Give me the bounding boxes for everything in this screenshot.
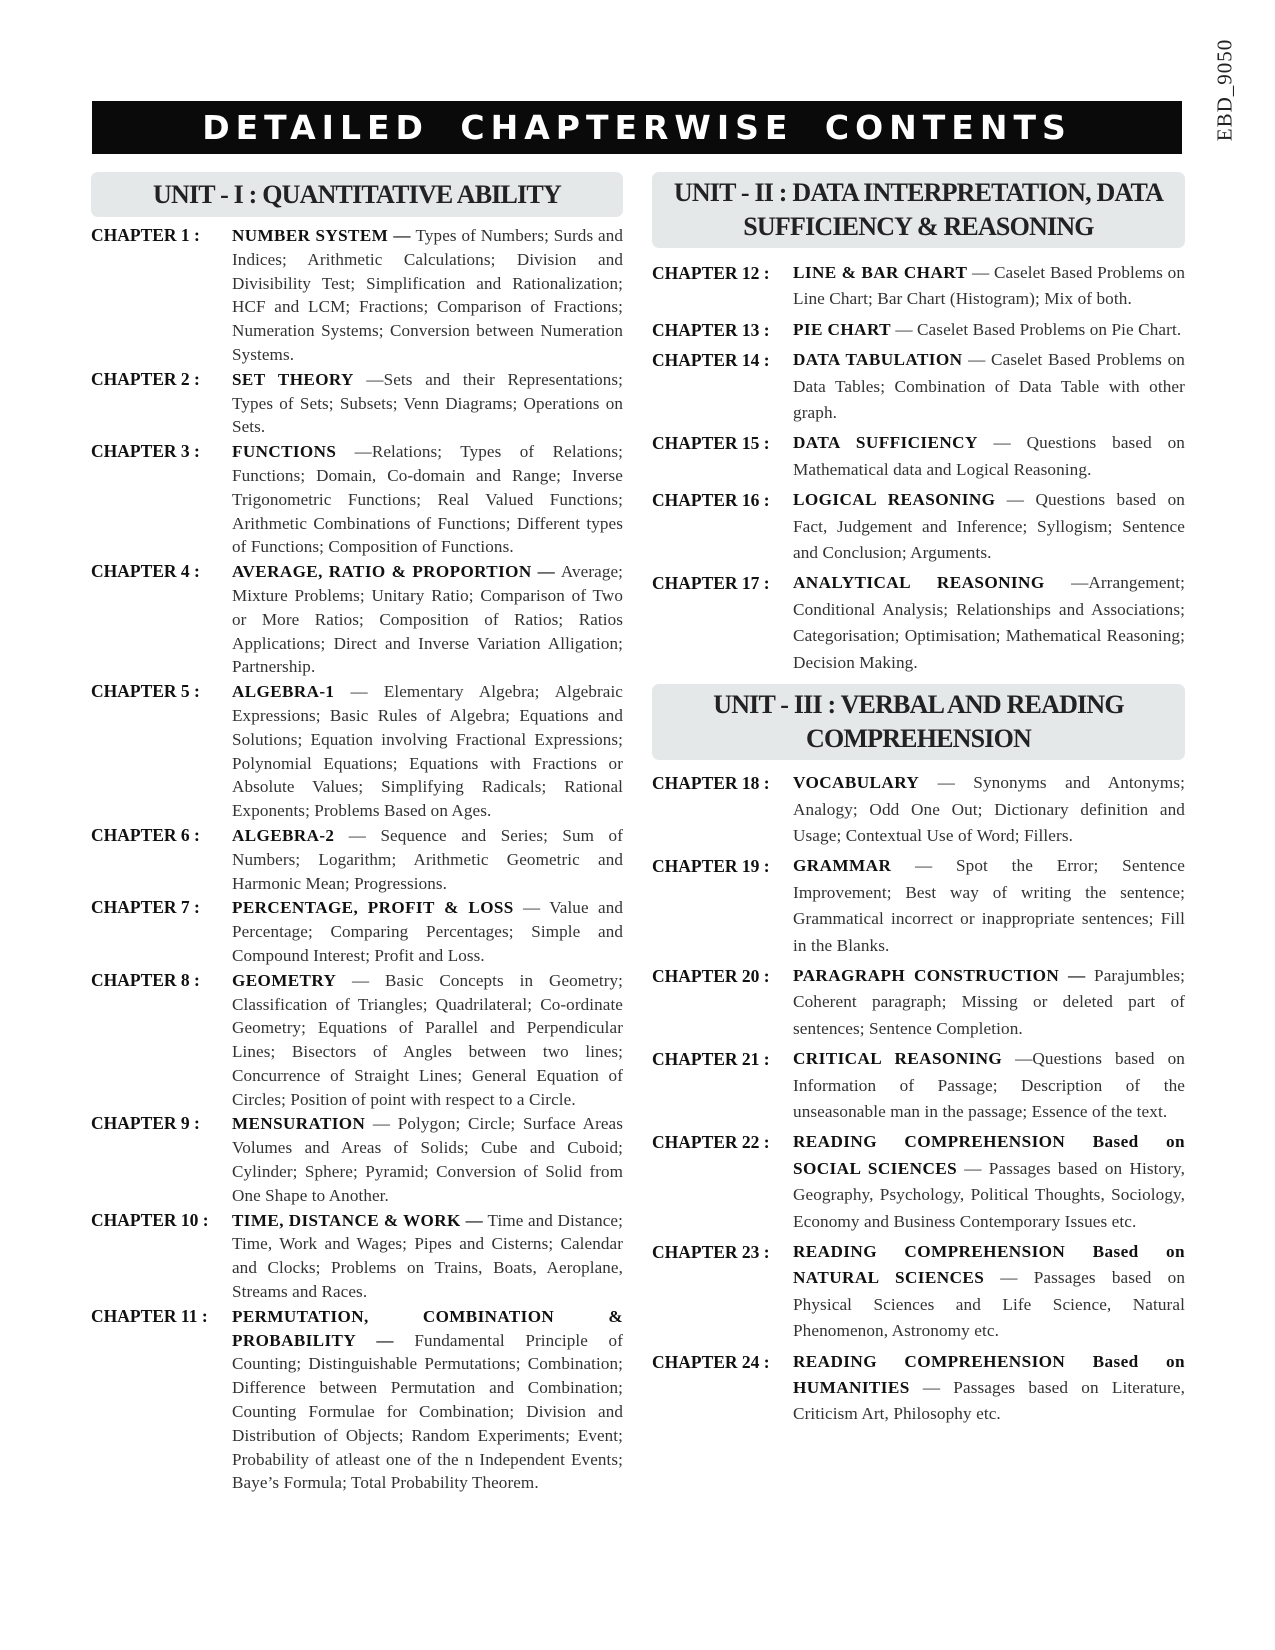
chapter-body — [793, 1046, 1185, 1125]
chapter-description: Time and Distance; Time, Work and Wages; Pipes and Cisterns; Calendar and Clocks; Problems on Trains, Boats, Aeroplane, Streams and Races. — [232, 1210, 623, 1302]
chapter-entry — [652, 963, 1185, 1042]
chapter-entry — [652, 853, 1185, 959]
chapter-label: CHAPTER 8 : — [91, 969, 200, 990]
chapter-label: CHAPTER 11 : — [91, 1305, 208, 1326]
chapter-description: Average; Mixture Problems; Unitary Ratio; Comparison of Two or More Ratios; Composition of Ratios; Ratios Applications; Direct and Inverse Variation Alligation; Partnership. — [232, 562, 623, 677]
chapter-title: PERCENTAGE, PROFIT & LOSS — [232, 898, 514, 918]
unit-2-heading: UNIT - II : DATA INTERPRETATION, DATA SUFFICIENCY & REASONING — [652, 172, 1185, 248]
chapter-label: CHAPTER 5 : — [91, 681, 200, 702]
chapter-description: — Sequence and Series; Sum of Numbers; Logarithm; Arithmetic Geometric and Harmonic Mean; Progressions. — [232, 825, 623, 893]
chapter-body — [793, 260, 1185, 313]
chapter-description: —Sets and their Representations; Types of Sets; Subsets; Venn Diagrams; Operations on Sets. — [232, 369, 623, 437]
chapter-description: — Synonyms and Antonyms; Analogy; Odd One Out; Dictionary definition and Usage; Contextual Use of Word; Fillers. — [793, 773, 1186, 845]
chapter-label: CHAPTER 6 : — [91, 824, 200, 845]
chapter-description: —Questions based on Information of Passage; Description of the unseasonable man in the passage; Essence of the text. — [793, 1049, 1185, 1121]
chapter-label: CHAPTER 7 : — [91, 897, 200, 918]
chapter-title: FUNCTIONS — [232, 442, 337, 462]
chapter-body — [232, 368, 623, 439]
chapter-description: — Caselet Based Problems on Line Chart; Bar Chart (Histogram); Mix of both. — [793, 263, 1186, 309]
chapter-label: CHAPTER 20 : — [652, 965, 770, 986]
unit-3-chapter-list — [652, 770, 1185, 1428]
chapter-description: Types of Numbers; Surds and Indices; Arithmetic Calculations; Division and Divisibility Test; Simplification and Rationalization; HCF and LCM; Fractions; Comparison of Fractions; Numeration Systems; Conversion between Numeration Systems. — [232, 226, 624, 364]
chapter-title: LOGICAL REASONING — [793, 490, 996, 510]
left-column — [91, 172, 623, 1496]
chapter-title: PARAGRAPH CONSTRUCTION — — [793, 965, 1086, 985]
chapter-title: PIE CHART — [793, 319, 892, 339]
chapter-body — [793, 317, 1185, 343]
chapter-title: READING COMPREHENSION Based on HUMANITIES — [793, 1351, 1185, 1398]
page-title-banner — [92, 101, 1182, 154]
chapter-title: LINE & BAR CHART — [793, 263, 968, 282]
chapter-body — [232, 224, 623, 367]
chapter-body — [232, 1112, 623, 1207]
unit-1-heading: UNIT - I : QUANTITATIVE ABILITY — [91, 172, 623, 217]
chapter-description: — Passages based on Literature, Criticism Art, Philosophy etc. — [793, 1378, 1185, 1424]
chapter-body — [232, 969, 623, 1112]
unit-2-chapter-list — [652, 260, 1185, 676]
chapter-entry — [91, 680, 623, 823]
chapter-label: CHAPTER 21 : — [652, 1049, 770, 1070]
chapter-label: CHAPTER 14 : — [652, 350, 770, 371]
chapter-label: CHAPTER 10 : — [91, 1209, 209, 1230]
chapter-title: TIME, DISTANCE & WORK — — [232, 1210, 484, 1230]
chapter-body — [793, 430, 1185, 483]
chapter-label: CHAPTER 2 : — [91, 368, 200, 389]
document-code — [1205, 35, 1245, 145]
chapter-title: NUMBER SYSTEM — — [232, 226, 411, 245]
chapter-label: CHAPTER 18 : — [652, 773, 770, 794]
chapter-title: VOCABULARY — [793, 773, 920, 793]
chapter-entry — [652, 487, 1185, 566]
chapter-entry — [652, 1239, 1185, 1345]
chapter-body — [793, 770, 1185, 849]
chapter-body — [793, 1349, 1185, 1428]
chapter-label: CHAPTER 13 : — [652, 319, 770, 340]
chapter-entry — [91, 1305, 623, 1495]
unit-1-chapter-list — [91, 224, 623, 1495]
chapter-entry — [652, 430, 1185, 483]
chapter-body — [232, 896, 623, 967]
chapter-label: CHAPTER 16 : — [652, 490, 770, 511]
chapter-description: — Polygon; Circle; Surface Areas Volumes and Areas of Solids; Cube and Cuboid; Cylinder; Sphere; Pyramid; Conversion of Solid from One Shape to Another. — [232, 1114, 623, 1205]
chapter-description: — Questions based on Mathematical data and Logical Reasoning. — [793, 433, 1185, 479]
chapter-entry — [652, 260, 1185, 313]
chapter-body — [793, 853, 1185, 959]
chapter-entry — [91, 368, 623, 439]
chapter-label: CHAPTER 9 : — [91, 1113, 200, 1134]
chapter-body — [793, 487, 1185, 566]
chapter-title: ALGEBRA-1 — [232, 682, 335, 702]
chapter-description: — Caselet Based Problems on Data Tables; Combination of Data Table with other graph. — [793, 350, 1185, 423]
chapter-label: CHAPTER 22 : — [652, 1132, 770, 1153]
chapter-description: — Basic Concepts in Geometry; Classification of Triangles; Quadrilateral; Co-ordinate Geometry; Equations of Parallel and Perpendicular Lines; Bisectors of Angles between two lines; Concurrence of Straight Lines; General Equation of Circles; Position of point with respect to a Circle. — [232, 970, 623, 1109]
chapter-label: CHAPTER 4 : — [91, 561, 200, 582]
chapter-body — [793, 570, 1185, 676]
chapter-label: CHAPTER 3 : — [91, 441, 200, 462]
chapter-label: CHAPTER 23 : — [652, 1242, 770, 1262]
chapter-entry — [652, 570, 1185, 676]
chapter-body — [232, 440, 623, 559]
chapter-title: MENSURATION — [232, 1114, 366, 1134]
chapter-title: PERMUTATION, COMBINATION & PROBABILITY — — [232, 1306, 623, 1350]
chapter-title: GRAMMAR — [793, 856, 892, 876]
chapter-title: DATA SUFFICIENCY — [793, 433, 978, 453]
chapter-description: — Value and Percentage; Comparing Percentages; Simple and Compound Interest; Profit and Loss. — [232, 898, 623, 965]
page-title: DETAILED CHAPTERWISE CONTENTS — [202, 108, 1072, 147]
chapter-entry — [652, 1349, 1185, 1428]
chapter-entry — [652, 317, 1185, 343]
chapter-description: — Spot the Error; Sentence Improvement; Best way of writing the sentence; Grammatical incorrect or inappropriate sentences; Fill in the Blanks. — [793, 856, 1185, 955]
chapter-label: CHAPTER 17 : — [652, 573, 770, 594]
chapter-title: ALGEBRA-2 — [232, 825, 335, 845]
chapter-entry — [91, 969, 623, 1112]
chapter-title: CRITICAL REASONING — [793, 1049, 1003, 1069]
chapter-description: Parajumbles; Coherent paragraph; Missing or deleted part of sentences; Sentence Completion. — [793, 965, 1185, 1038]
chapter-body — [232, 824, 623, 895]
chapter-label: CHAPTER 12 : — [652, 263, 770, 283]
right-column — [652, 172, 1185, 1432]
chapter-description: — Passages based on History, Geography, Psychology, Political Thoughts, Sociology, Economy and Business Contemporary Issues etc. — [793, 1158, 1185, 1231]
chapter-entry — [91, 560, 623, 679]
chapter-entry — [652, 770, 1185, 849]
chapter-description: —Arrangement; Conditional Analysis; Relationships and Associations; Categorisation; Optimisation; Mathematical Reasoning; Decision Making. — [793, 573, 1185, 672]
chapter-title: ANALYTICAL REASONING — [793, 573, 1045, 593]
chapter-body — [793, 347, 1185, 426]
chapter-description: — Passages based on Physical Sciences and Life Science, Natural Phenomenon, Astronomy etc. — [793, 1268, 1186, 1341]
chapter-body — [793, 1239, 1185, 1345]
unit-3-heading: UNIT - III : VERBAL AND READING COMPREHENSION — [652, 684, 1185, 760]
chapter-description: —Relations; Types of Relations; Functions; Domain, Co-domain and Range; Inverse Trigonometric Functions; Real Valued Functions; Arithmetic Combinations of Functions; Different types of Functions; Composition of Functions. — [232, 442, 623, 557]
chapter-entry — [91, 1209, 623, 1304]
chapter-body — [232, 680, 623, 823]
chapter-label: CHAPTER 15 : — [652, 433, 770, 454]
chapter-title: DATA TABULATION — [793, 350, 963, 370]
chapter-title: AVERAGE, RATIO & PROPORTION — — [232, 562, 556, 582]
document-code-text: EBD_9050 — [1212, 38, 1237, 142]
chapter-label: CHAPTER 19 : — [652, 856, 770, 877]
chapter-entry — [91, 824, 623, 895]
chapter-entry — [652, 1046, 1185, 1125]
chapter-title: READING COMPREHENSION Based on NATURAL SCIENCES — [793, 1242, 1185, 1288]
chapter-body — [232, 1305, 623, 1495]
chapter-entry — [91, 896, 623, 967]
chapter-title: READING COMPREHENSION Based on SOCIAL SCIENCES — [793, 1132, 1185, 1178]
chapter-description: — Questions based on Fact, Judgement and Inference; Syllogism; Sentence and Conclusion; Arguments. — [793, 490, 1185, 563]
chapter-description: Fundamental Principle of Counting; Distinguishable Permutations; Combination; Difference between Permutation and Combination; Counting Formulae for Combination; Division and Distribution of Objects; Random Experiments; Event; Probability of atleast one of the n Independent Events; Baye’s Formula; Total Probability Theorem. — [232, 1330, 623, 1493]
chapter-body — [232, 560, 623, 679]
chapter-title: GEOMETRY — [232, 970, 337, 990]
chapter-label: CHAPTER 24 : — [652, 1351, 770, 1372]
chapter-title: SET THEORY — [232, 369, 354, 389]
chapter-entry — [652, 347, 1185, 426]
chapter-label: CHAPTER 1 : — [91, 225, 200, 245]
chapter-body — [793, 1129, 1185, 1235]
chapter-body — [232, 1209, 623, 1304]
chapter-body — [793, 963, 1185, 1042]
chapter-entry — [652, 1129, 1185, 1235]
chapter-entry — [91, 1112, 623, 1207]
chapter-description: — Elementary Algebra; Algebraic Expressions; Basic Rules of Algebra; Equations and Solutions; Equation involving Fractional Expressions; Polynomial Equations; Equations with Fractions or Absolute Values; Simplifying Radicals; Rational Exponents; Problems Based on Ages. — [232, 682, 623, 821]
chapter-entry — [91, 224, 623, 367]
chapter-entry — [91, 440, 623, 559]
chapter-description: — Caselet Based Problems on Pie Chart. — [895, 319, 1182, 339]
